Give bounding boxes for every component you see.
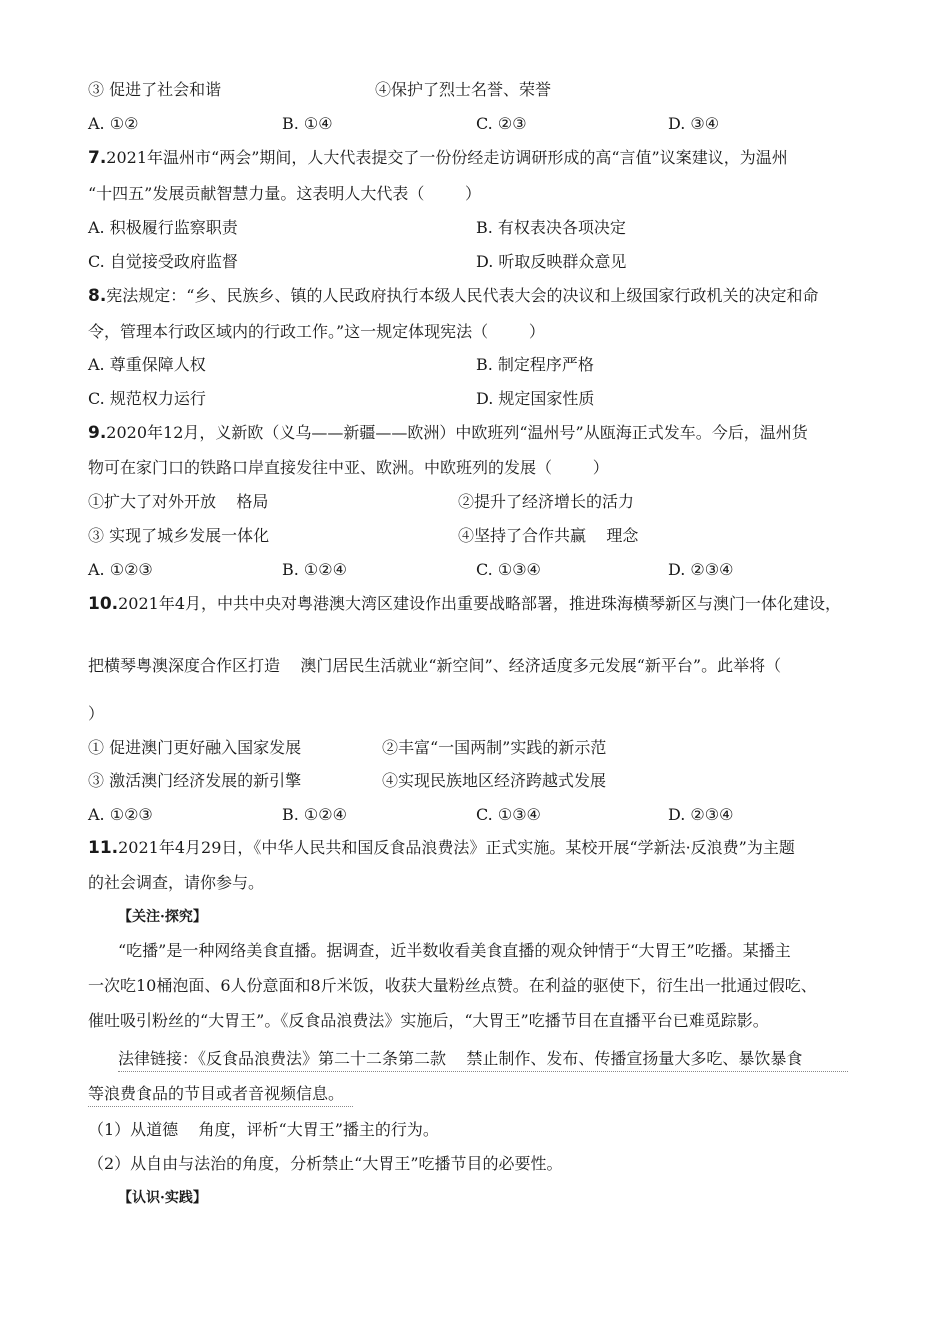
- q7-stem-line2: “十四五”发展贡献智慧力量。这表明人大代表（ ）: [88, 184, 482, 203]
- q6-choice-d: D. ③④: [668, 114, 720, 133]
- q10-option-2: ②丰富“一国两制”实践的新示范: [382, 738, 607, 757]
- q9-choice-d: D. ②③④: [668, 560, 734, 579]
- q8-choice-b: B. 制定程序严格: [476, 355, 594, 374]
- q9-stem-text: 2020年12月，义新欧（义乌——新疆——欧洲）中欧班列“温州号”从瓯海正式发车。今后，温州货: [106, 423, 808, 442]
- q11-number: 11.: [88, 838, 119, 858]
- q11-subquestion-1: （1）从道德 角度，评析“大胃王”播主的行为。: [88, 1120, 439, 1139]
- q10-stem-line1: [88, 594, 841, 614]
- q9-option-1: ①扩大了对外开放 格局: [88, 492, 269, 511]
- q11-stem-line2: 的社会调查，请你参与。: [88, 873, 265, 892]
- q9-choice-c: C. ①③④: [476, 560, 541, 579]
- law-link-line1: 法律链接：《反食品浪费法》第二十二条第二款 禁止制作、发布、传播宣扬量大多吃、暴饮暴食: [118, 1049, 803, 1068]
- q6-option-3: ③ 促进了社会和谐: [88, 80, 222, 99]
- q10-choice-b: B. ①②④: [282, 805, 347, 824]
- law-link-underline-2: [88, 1102, 353, 1107]
- law-link-underline-1: [118, 1067, 848, 1072]
- q9-option-2: ②提升了经济增长的活力: [458, 492, 635, 511]
- q7-stem-line1: [88, 148, 788, 168]
- section-heading-explore: 【关注·探究】: [118, 909, 207, 925]
- q7-choice-a: A. 积极履行监察职责: [88, 218, 238, 237]
- q9-stem-line1: [88, 423, 808, 443]
- q10-stem-text: 2021年4月，中共中央对粤港澳大湾区建设作出重要战略部署，推进珠海横琴新区与澳门一体化建设，: [118, 594, 842, 613]
- q10-choice-c: C. ①③④: [476, 805, 541, 824]
- q11-subquestion-2: （2）从自由与法治的角度，分析禁止“大胃王”吃播节目的必要性。: [88, 1154, 563, 1173]
- q6-choice-a: A. ①②: [88, 114, 139, 133]
- q6-choice-b: B. ①④: [282, 114, 333, 133]
- q7-choice-c: C. 自觉接受政府监督: [88, 252, 238, 271]
- q9-option-4: ④坚持了合作共赢 理念: [458, 526, 639, 545]
- q11-stem-line1: [88, 838, 795, 858]
- q9-choice-a: A. ①②③: [88, 560, 153, 579]
- q7-stem-text: 2021年温州市“两会”期间，人大代表提交了一份份经走访调研形成的高“言值”议案建议，为温州: [106, 148, 788, 167]
- material-paragraph-line3: 催吐吸引粉丝的“大胃王”。《反食品浪费法》实施后，“大胃王”吃播节目在直播平台已难觅踪影。: [88, 1011, 769, 1030]
- section-heading-practice: 【认识·实践】: [118, 1190, 207, 1206]
- q10-option-3: ③ 激活澳门经济发展的新引擎: [88, 771, 302, 790]
- q10-choice-a: A. ①②③: [88, 805, 153, 824]
- law-link-line2: 等浪费食品的节目或者音视频信息。: [88, 1084, 345, 1103]
- q6-choice-c: C. ②③: [476, 114, 527, 133]
- material-paragraph-line2: 一次吃10桶泡面、6人份意面和8斤米饭，收获大量粉丝点赞。在利益的驱使下，衍生出一批通过假吃、: [88, 976, 817, 995]
- material-paragraph-line1: “吃播”是一种网络美食直播。据调查，近半数收看美食直播的观众钟情于“大胃王”吃播。某播主: [118, 941, 791, 960]
- q10-stem-line2: 把横琴粤澳深度合作区打造 澳门居民生活就业“新空间”、经济适度多元发展“新平台”。此举将（: [88, 656, 782, 675]
- q10-stem-line3: ）: [88, 704, 105, 723]
- q8-number: 8.: [88, 286, 107, 306]
- q10-number: 10.: [88, 594, 119, 614]
- q10-option-1: ① 促进澳门更好融入国家发展: [88, 738, 302, 757]
- q8-choice-d: D. 规定国家性质: [476, 389, 595, 408]
- q9-choice-b: B. ①②④: [282, 560, 347, 579]
- q9-number: 9.: [88, 423, 107, 443]
- q8-stem-text: 宪法规定：“乡、民族乡、镇的人民政府执行本级人民代表大会的决议和上级国家行政机关的决定和命: [106, 286, 819, 305]
- q10-choice-d: D. ②③④: [668, 805, 734, 824]
- q8-choice-a: A. 尊重保障人权: [88, 355, 206, 374]
- q10-option-4: ④实现民族地区经济跨越式发展: [382, 771, 607, 790]
- q8-stem-line1: [88, 286, 818, 306]
- q11-stem-text: 2021年4月29日，《中华人民共和国反食品浪费法》正式实施。某校开展“学新法·反浪费”为主题: [118, 838, 795, 857]
- q7-number: 7.: [88, 148, 107, 168]
- q8-choice-c: C. 规范权力运行: [88, 389, 206, 408]
- q6-option-4: ④保护了烈士名誉、荣誉: [375, 80, 552, 99]
- q8-stem-line2: 令，管理本行政区域内的行政工作。”这一规定体现宪法（ ）: [88, 322, 545, 341]
- q9-option-3: ③ 实现了城乡发展一体化: [88, 526, 270, 545]
- q9-stem-line2: 物可在家门口的铁路口岸直接发往中亚、欧洲。中欧班列的发展（ ）: [88, 458, 609, 477]
- q7-choice-d: D. 听取反映群众意见: [476, 252, 627, 271]
- q7-choice-b: B. 有权表决各项决定: [476, 218, 626, 237]
